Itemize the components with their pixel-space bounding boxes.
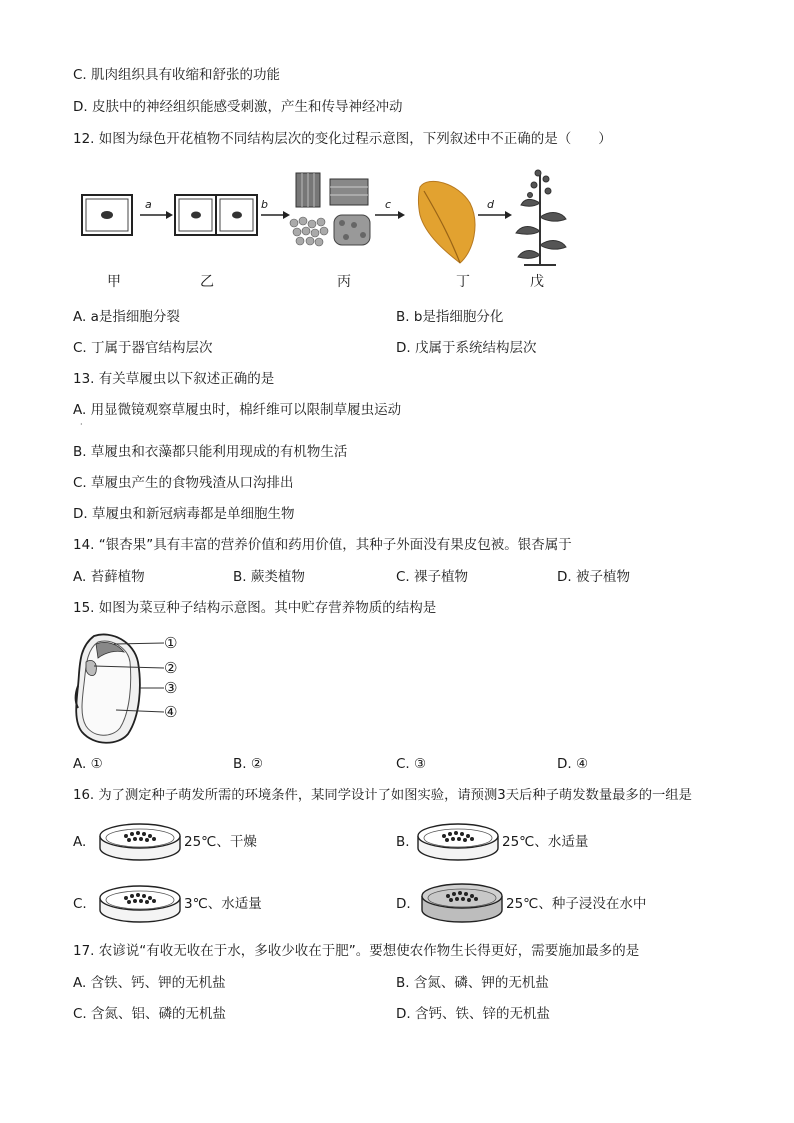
bean-seed-icon	[76, 634, 140, 742]
q16-condition-b: 25℃、水适量	[502, 834, 589, 850]
q12-option-a: A. a是指细胞分裂	[73, 309, 180, 325]
petri-dish-cold-icon	[98, 880, 182, 926]
q12-figure	[78, 165, 578, 295]
q12-stem: 12. 如图为绿色开花植物不同结构层次的变化过程示意图，下列叙述中不正确的是（ ）	[73, 131, 612, 147]
stage-label-ding: 丁	[456, 274, 470, 290]
arrow-a-label: a	[145, 198, 152, 211]
q14-option-d: D. 被子植物	[557, 569, 630, 585]
arrow-c-label: c	[385, 198, 392, 211]
q15-option-a: A. ①	[73, 756, 103, 772]
q17-option-c: C. 含氮、铝、磷的无机盐	[73, 1006, 227, 1022]
stray-dot: ·	[80, 420, 83, 429]
q14-option-b: B. 蕨类植物	[233, 569, 305, 585]
stage-label-bing: 丙	[337, 274, 351, 290]
arrow-b-label: b	[261, 198, 268, 211]
dish-c	[98, 880, 182, 926]
q14-option-c: C. 裸子植物	[396, 569, 469, 585]
marker-1: ①	[164, 634, 178, 652]
plant-icon	[516, 170, 566, 265]
q16-condition-d: 25℃、种子浸没在水中	[506, 896, 647, 912]
tissues-icon	[290, 173, 370, 246]
dish-b	[416, 818, 500, 864]
dish-a	[98, 818, 182, 864]
petri-dish-submerged-icon	[420, 878, 504, 926]
q15-option-c: C. ③	[396, 756, 427, 772]
q13-stem: 13. 有关草履虫以下叙述正确的是	[73, 371, 275, 387]
q12-option-c: C. 丁属于器官结构层次	[73, 340, 213, 356]
q15-option-b: B. ②	[233, 756, 263, 772]
q13-option-c: C. 草履虫产生的食物残渣从口沟排出	[73, 475, 294, 491]
q15-option-d: D. ④	[557, 756, 589, 772]
q11-option-c: C. 肌肉组织具有收缩和舒张的功能	[73, 67, 281, 83]
stage-label-jia: 甲	[107, 274, 121, 290]
stage-label-wu: 戊	[530, 274, 544, 290]
q17-option-b: B. 含氮、磷、钾的无机盐	[396, 975, 549, 991]
marker-4: ④	[164, 703, 178, 721]
q16-option-d-letter: D.	[396, 896, 411, 912]
q16-condition-a: 25℃、干燥	[184, 834, 257, 850]
q17-stem: 17. 农谚说“有收无收在于水，多收少收在于肥”。要想使农作物生长得更好，需要施加最多的是	[73, 943, 640, 959]
petri-dish-dry-icon	[98, 818, 182, 864]
arrow-d-icon	[478, 211, 512, 219]
q16-option-b-letter: B.	[396, 834, 410, 850]
stage-label-yi: 乙	[200, 274, 214, 290]
q13-option-a: A. 用显微镜观察草履虫时，棉纤维可以限制草履虫运动	[73, 402, 402, 418]
dish-d	[420, 878, 504, 926]
q13-option-b: B. 草履虫和衣藻都只能利用现成的有机物生活	[73, 444, 348, 460]
two-cells-icon	[175, 195, 257, 235]
q16-option-a-letter: A.	[73, 834, 87, 850]
q11-option-d: D. 皮肤中的神经组织能感受刺激，产生和传导神经冲动	[73, 99, 403, 115]
plant-structure-diagram	[78, 165, 578, 277]
q13-option-d: D. 草履虫和新冠病毒都是单细胞生物	[73, 506, 295, 522]
single-cell-icon	[82, 195, 132, 235]
q17-option-a: A. 含铁、钙、钾的无机盐	[73, 975, 226, 991]
q12-option-b: B. b是指细胞分化	[396, 309, 504, 325]
arrow-d-label: d	[487, 198, 494, 211]
q16-stem: 16. 为了测定种子萌发所需的环境条件，某同学设计了如图实验，请预测3天后种子萌发数量最多的一组是	[73, 788, 692, 803]
q14-stem: 14. “银杏果”具有丰富的营养价值和药用价值，其种子外面没有果皮包被。银杏属于	[73, 537, 572, 553]
leaf-icon	[419, 181, 475, 263]
q12-option-d: D. 戊属于系统结构层次	[396, 340, 537, 356]
petri-dish-water-icon	[416, 818, 500, 864]
q15-stem: 15. 如图为菜豆种子结构示意图。其中贮存营养物质的结构是	[73, 600, 437, 616]
q16-option-c-letter: C.	[73, 896, 87, 912]
marker-2: ②	[164, 659, 178, 677]
marker-3: ③	[164, 679, 178, 697]
q16-condition-c: 3℃、水适量	[184, 896, 262, 912]
q14-option-a: A. 苔藓植物	[73, 569, 145, 585]
q17-option-d: D. 含钙、铁、锌的无机盐	[396, 1006, 550, 1022]
